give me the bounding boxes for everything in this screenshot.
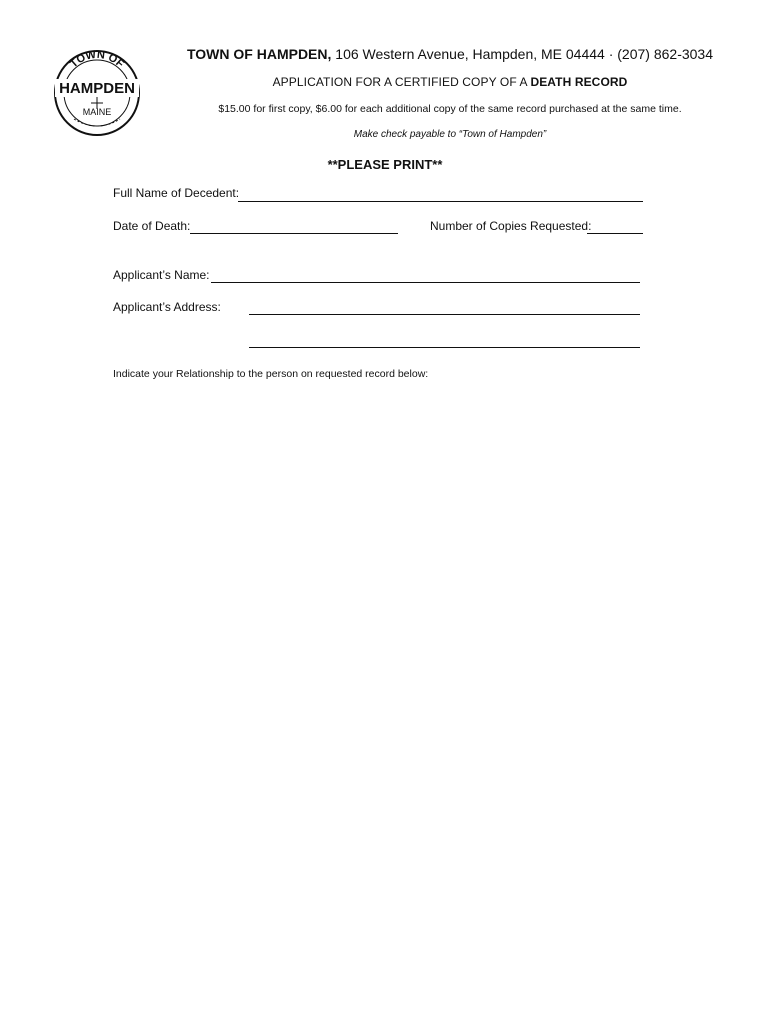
applicant-address-field-line-2[interactable]: [249, 347, 640, 348]
town-address: 106 Western Avenue, Hampden, ME 04444 · (207) 862-3034: [331, 46, 714, 62]
date-of-death-field[interactable]: [190, 233, 398, 234]
check-payable-line: Make check payable to “Town of Hampden”: [353, 129, 547, 140]
svg-text:MAINE: MAINE: [82, 107, 112, 117]
form-title: [150, 75, 750, 89]
svg-text:HAMPDEN: HAMPDEN: [59, 80, 135, 97]
date-of-death-label: Date of Death:: [113, 219, 191, 233]
town-seal-graphic: [52, 49, 142, 137]
town-seal-logo: [52, 49, 142, 137]
form-title-prefix: APPLICATION FOR A CERTIFIED COPY OF A: [272, 75, 531, 89]
header-contact-line: [150, 46, 750, 62]
svg-text:TOWN OF: TOWN OF: [67, 49, 127, 71]
applicant-name-field[interactable]: [211, 282, 640, 283]
applicant-name-label: Applicant’s Name:: [113, 268, 210, 282]
decedent-name-label: Full Name of Decedent:: [113, 186, 240, 200]
copies-requested-label: Number of Copies Requested:: [430, 219, 592, 233]
town-name: TOWN OF HAMPDEN,: [186, 46, 332, 62]
please-print-heading: **PLEASE PRINT**: [327, 157, 443, 172]
copies-requested-field[interactable]: [587, 233, 643, 234]
form-title-record: DEATH RECORD: [530, 75, 628, 89]
applicant-address-field-line-1[interactable]: [249, 314, 640, 315]
applicant-address-label: Applicant’s Address:: [113, 300, 221, 314]
decedent-name-field[interactable]: [238, 201, 643, 202]
fee-line: $15.00 for first copy, $6.00 for each additional copy of the same record purchased at the same time.: [218, 103, 682, 115]
relationship-instruction: Indicate your Relationship to the person on requested record below:: [113, 368, 429, 380]
